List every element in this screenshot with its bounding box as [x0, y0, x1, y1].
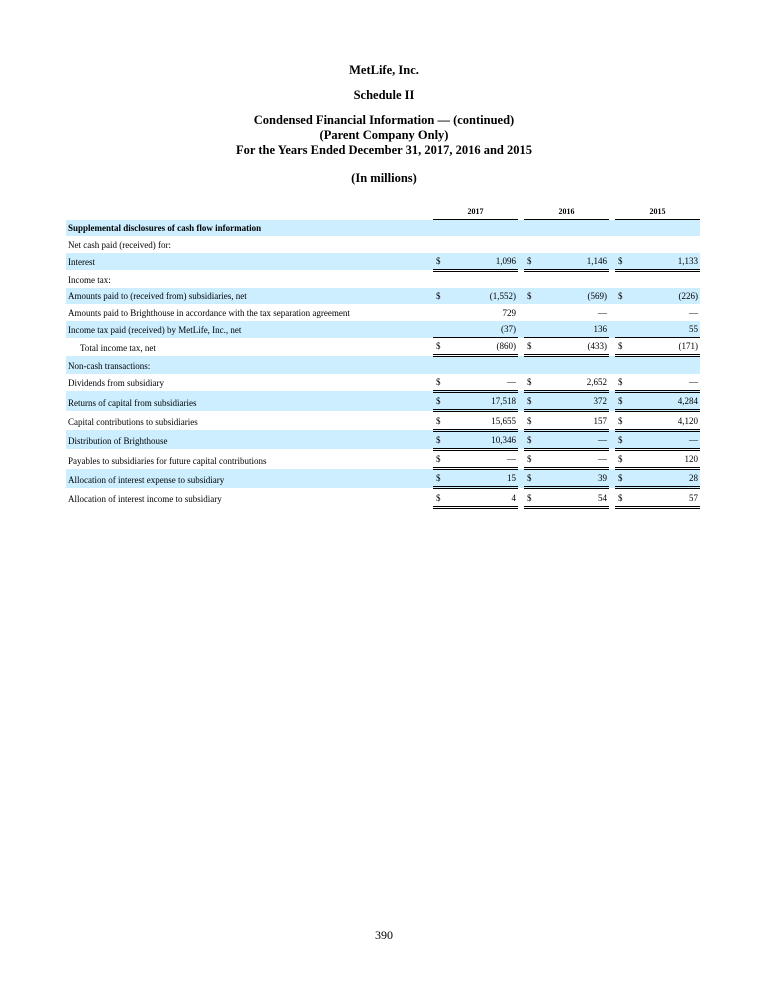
empty-cell	[433, 220, 446, 237]
cell-value: 55	[628, 321, 700, 338]
empty-cell	[446, 270, 518, 288]
page-number: 390	[375, 928, 393, 942]
cell-value: 15	[446, 469, 518, 488]
document-title: Condensed Financial Information — (continued)	[253, 113, 515, 127]
cell-value: 54	[537, 488, 609, 507]
cell-value: —	[537, 430, 609, 449]
empty-cell	[628, 220, 700, 237]
row-label: Distribution of Brighthouse	[66, 430, 433, 449]
row-label: Allocation of interest expense to subsidiary	[66, 469, 433, 488]
empty-cell	[615, 356, 628, 374]
company-name: MetLife, Inc.	[349, 63, 419, 77]
row-label: Dividends from subsidiary	[68, 378, 164, 389]
dollar-sign: $	[615, 391, 628, 410]
dollar-sign: $	[615, 411, 628, 430]
cell-value: 1,133	[628, 253, 700, 271]
cash-flow-table	[66, 204, 700, 509]
dollar-sign	[615, 321, 628, 338]
cell-value: —	[446, 374, 518, 392]
table-row	[66, 488, 700, 507]
dollar-sign: $	[615, 253, 628, 271]
empty-cell	[628, 236, 700, 252]
empty-cell	[524, 220, 537, 237]
dollar-sign: $	[524, 449, 537, 468]
cell-value: 157	[537, 411, 609, 430]
empty-cell	[446, 220, 518, 237]
cell-value: (1,552)	[446, 288, 518, 304]
dollar-sign	[433, 321, 446, 338]
cell-value: 10,346	[446, 430, 518, 449]
table-header-row	[66, 204, 700, 220]
cell-value: —	[689, 307, 698, 318]
dollar-sign: $	[524, 469, 537, 488]
cell-value: —	[598, 307, 607, 318]
empty-cell	[628, 270, 700, 288]
row-label: Amounts paid to Brighthouse in accordance with the tax separation agreement	[68, 307, 350, 318]
row-label: Net cash paid (received) for:	[68, 239, 171, 250]
dollar-sign: $	[433, 469, 446, 488]
cell-value: 120	[628, 449, 700, 468]
cell-value: (569)	[537, 288, 609, 304]
empty-cell	[446, 356, 518, 374]
dollar-sign	[524, 304, 537, 320]
cell-value: 15,655	[446, 411, 518, 430]
cell-value: (171)	[628, 338, 700, 356]
schedule-label: Schedule II	[353, 88, 415, 102]
table-row	[66, 411, 700, 430]
cell-value: (860)	[446, 338, 518, 356]
column-header: 2015	[615, 204, 700, 220]
row-label: Returns of capital from subsidiaries	[66, 391, 433, 410]
dollar-sign: $	[433, 338, 446, 356]
dollar-sign	[615, 304, 628, 320]
table-row	[66, 288, 700, 304]
row-label: Income tax paid (received) by MetLife, Inc., net	[66, 321, 433, 338]
cell-value: —	[446, 449, 518, 468]
cell-value: —	[628, 374, 700, 392]
row-label: Interest	[66, 253, 433, 271]
cell-value: 729	[502, 307, 516, 318]
empty-cell	[524, 270, 537, 288]
dollar-sign: $	[615, 288, 628, 304]
dollar-sign: $	[615, 338, 628, 356]
table-row	[66, 469, 700, 488]
row-label: Total income tax, net	[80, 342, 156, 353]
cell-value: 4,284	[628, 391, 700, 410]
column-header: 2017	[433, 204, 518, 220]
dollar-sign: $	[524, 488, 537, 507]
table-row	[66, 321, 700, 338]
dollar-sign: $	[433, 488, 446, 507]
cell-value: 372	[537, 391, 609, 410]
dollar-sign: $	[615, 449, 628, 468]
dollar-sign: $	[524, 411, 537, 430]
cell-value: 1,146	[537, 253, 609, 271]
dollar-sign: $	[524, 288, 537, 304]
dollar-sign: $	[524, 338, 537, 356]
row-label: Non-cash transactions:	[66, 356, 433, 374]
dollar-sign: $	[524, 374, 537, 392]
cell-value: (226)	[628, 288, 700, 304]
empty-cell	[537, 236, 609, 252]
dollar-sign: $	[615, 430, 628, 449]
dollar-sign: $	[615, 469, 628, 488]
empty-cell	[433, 270, 446, 288]
table-row	[66, 220, 700, 237]
units-label: (In millions)	[351, 171, 417, 185]
row-label: Supplemental disclosures of cash flow information	[66, 220, 433, 237]
empty-cell	[628, 356, 700, 374]
row-label: Income tax:	[68, 275, 111, 286]
empty-cell	[537, 220, 609, 237]
cell-value: 28	[628, 469, 700, 488]
row-label: Payables to subsidiaries for future capital contributions	[68, 455, 267, 466]
cell-value: 17,518	[446, 391, 518, 410]
dollar-sign	[433, 304, 446, 320]
table-row	[66, 304, 700, 320]
dollar-sign: $	[433, 411, 446, 430]
document-subtitle: (Parent Company Only)	[319, 128, 449, 142]
dollar-sign: $	[433, 430, 446, 449]
cell-value: 136	[537, 321, 609, 338]
empty-cell	[433, 236, 446, 252]
dollar-sign: $	[433, 391, 446, 410]
cell-value: 57	[628, 488, 700, 507]
row-label: Allocation of interest income to subsidiary	[68, 494, 222, 505]
column-header: 2016	[524, 204, 609, 220]
dollar-sign: $	[615, 374, 628, 392]
row-label: Capital contributions to subsidiaries	[68, 417, 198, 428]
table-row	[66, 338, 700, 356]
empty-cell	[537, 270, 609, 288]
cell-value: —	[628, 430, 700, 449]
empty-cell	[615, 270, 628, 288]
empty-cell	[615, 220, 628, 237]
cell-value: 39	[537, 469, 609, 488]
dollar-sign: $	[433, 288, 446, 304]
cell-value: 2,652	[537, 374, 609, 392]
cell-value: 1,096	[446, 253, 518, 271]
table-row	[66, 430, 700, 449]
table-row	[66, 356, 700, 374]
dollar-sign: $	[433, 253, 446, 271]
dollar-sign: $	[524, 430, 537, 449]
table-row	[66, 374, 700, 392]
dollar-sign: $	[524, 253, 537, 271]
empty-cell	[524, 356, 537, 374]
dollar-sign: $	[433, 374, 446, 392]
empty-cell	[524, 236, 537, 252]
table-row	[66, 253, 700, 271]
table-row	[66, 449, 700, 468]
dollar-sign: $	[433, 449, 446, 468]
empty-cell	[446, 236, 518, 252]
table-row	[66, 391, 700, 410]
table-row	[66, 236, 700, 252]
dollar-sign	[524, 321, 537, 338]
cell-value: (433)	[537, 338, 609, 356]
empty-cell	[433, 356, 446, 374]
cell-value: (37)	[446, 321, 518, 338]
dollar-sign: $	[524, 391, 537, 410]
table-row	[66, 270, 700, 288]
cell-value: 4	[446, 488, 518, 507]
period-label: For the Years Ended December 31, 2017, 2016 and 2015	[236, 143, 532, 157]
empty-cell	[537, 356, 609, 374]
cell-value: 4,120	[628, 411, 700, 430]
row-label: Amounts paid to (received from) subsidiaries, net	[66, 288, 433, 304]
cell-value: —	[537, 449, 609, 468]
empty-cell	[615, 236, 628, 252]
dollar-sign: $	[615, 488, 628, 507]
